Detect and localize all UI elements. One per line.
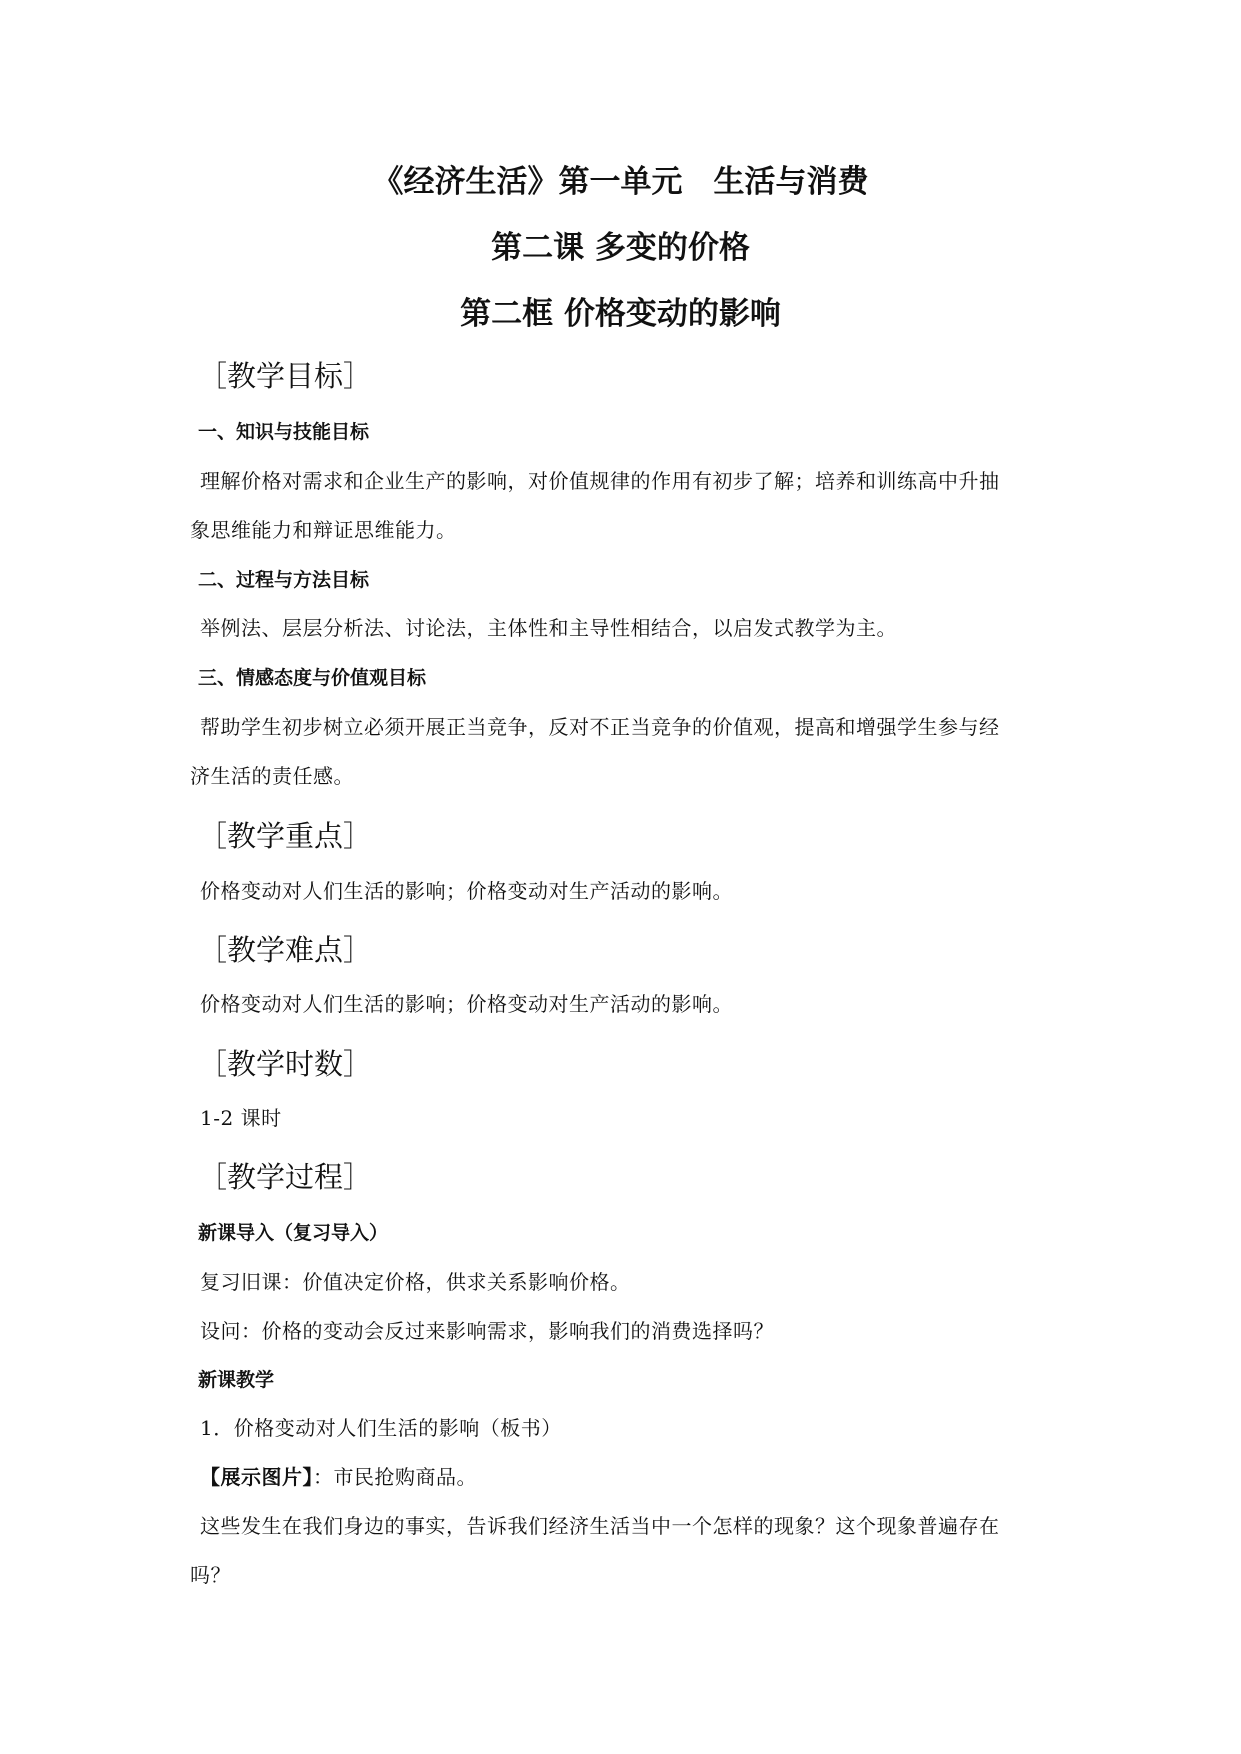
hours-heading: ［教学时数］ bbox=[198, 1047, 373, 1081]
emotion-objective-title: 三、情感态度与价值观目标 bbox=[198, 667, 427, 689]
show-picture-line bbox=[200, 1463, 477, 1491]
question-text: 设问：价格的变动会反过来影响需求，影响我们的消费选择吗？ bbox=[200, 1319, 774, 1343]
emotion-objective-line-2: 济生活的责任感。 bbox=[190, 764, 354, 788]
review-text: 复习旧课：价值决定价格，供求关系影响价格。 bbox=[200, 1270, 631, 1294]
hours-text: 1-2 课时 bbox=[200, 1106, 282, 1130]
knowledge-objective-line-1: 理解价格对需求和企业生产的影响，对价值规律的作用有初步了解；培养和训练高中升抽 bbox=[200, 469, 1000, 493]
intro-title: 新课导入（复习导入） bbox=[198, 1222, 389, 1244]
emotion-objective-line-1: 帮助学生初步树立必须开展正当竞争，反对不正当竞争的价值观，提高和增强学生参与经 bbox=[200, 715, 1000, 739]
knowledge-objective-line-2: 象思维能力和辩证思维能力。 bbox=[190, 518, 457, 542]
show-picture-label: 【展示图片】 bbox=[200, 1465, 313, 1489]
discussion-line-2: 吗？ bbox=[190, 1563, 231, 1587]
key-points-heading: ［教学重点］ bbox=[198, 819, 373, 853]
difficulties-text: 价格变动对人们生活的影响；价格变动对生产活动的影响。 bbox=[200, 992, 733, 1016]
document-title: 《经济生活》第一单元 生活与消费 bbox=[372, 164, 869, 200]
discussion-line-1: 这些发生在我们身边的事实，告诉我们经济生活当中一个怎样的现象？这个现象普遍存在 bbox=[200, 1514, 1000, 1538]
difficulties-heading: ［教学难点］ bbox=[198, 933, 373, 967]
process-objective-title: 二、过程与方法目标 bbox=[198, 569, 370, 591]
process-objective-line-1: 举例法、层层分析法、讨论法，主体性和主导性相结合，以启发式教学为主。 bbox=[200, 616, 897, 640]
knowledge-objective-title: 一、知识与技能目标 bbox=[198, 421, 370, 443]
frame-title: 第二框 价格变动的影响 bbox=[460, 296, 781, 332]
teaching-item-1: 1．价格变动对人们生活的影响（板书） bbox=[200, 1416, 562, 1440]
show-picture-text: ：市民抢购商品。 bbox=[313, 1465, 477, 1489]
process-heading: ［教学过程］ bbox=[198, 1160, 373, 1194]
lesson-title: 第二课 多变的价格 bbox=[491, 230, 750, 266]
objectives-heading: ［教学目标］ bbox=[198, 359, 373, 393]
key-points-text: 价格变动对人们生活的影响；价格变动对生产活动的影响。 bbox=[200, 879, 733, 903]
teaching-title: 新课教学 bbox=[198, 1369, 275, 1391]
